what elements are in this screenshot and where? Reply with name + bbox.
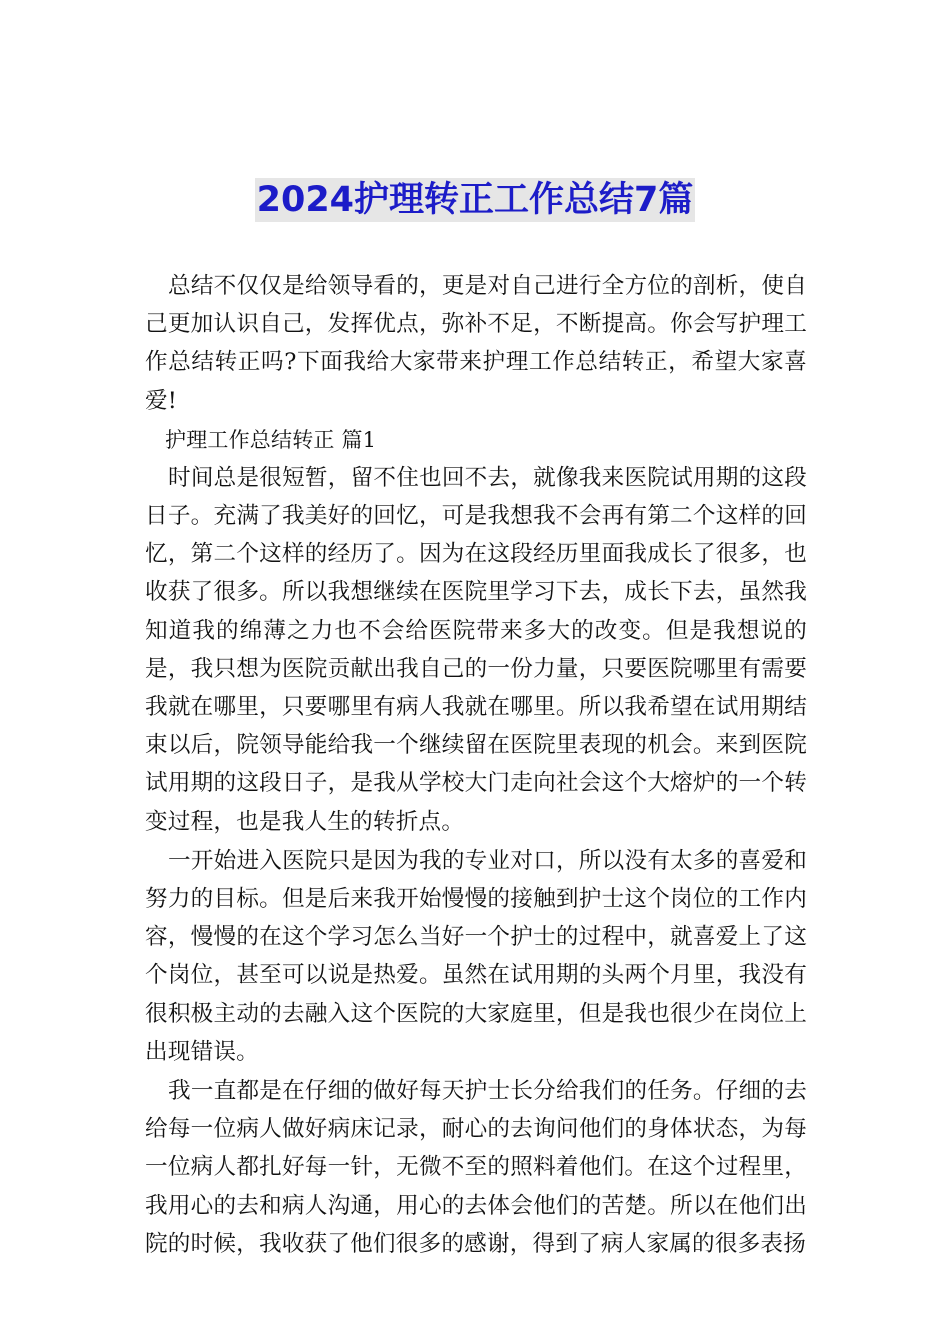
intro-paragraph: 总结不仅仅是给领导看的，更是对自己进行全方位的剖析，使自己更加认识自己，发挥优点，弥补不足，不断提高。你会写护理工作总结转正吗?下面我给大家带来护理工作总结转正，希望大家喜爱! [145,273,807,414]
body-paragraph-2: 一开始进入医院只是因为我的专业对口，所以没有太多的喜爱和努力的目标。但是后来我开始慢慢的接触到护士这个岗位的工作内容，慢慢的在这个学习怎么当好一个护士的过程中，就喜爱上了这个岗位，甚至可以说是热爱。虽然在试用期的头两个月里，我没有很积极主动的去融入这个医院的大家庭里，但是我也很少在岗位上出现错误。 [145,847,807,1065]
document-body [145,267,807,1263]
body-paragraph-3: 我一直都是在仔细的做好每天护士长分给我们的任务。仔细的去给每一位病人做好病床记录，耐心的去询问他们的身体状态，为每一位病人都扎好每一针，无微不至的照料着他们。在这个过程里，我用心的去和病人沟通，用心的去体会他们的苦楚。所以在他们出院的时候，我收获了他们很多的感谢，得到了病人家属的很多表扬 [145,1078,807,1257]
section-heading: 护理工作总结转正 篇1 [165,427,377,452]
document-title: 2024护理转正工作总结7篇 [256,180,694,220]
title-container [0,178,950,222]
body-paragraph-1: 时间总是很短暂，留不住也回不去，就像我来医院试用期的这段日子。充满了我美好的回忆，可是我想我不会再有第二个这样的回忆，第二个这样的经历了。因为在这段经历里面我成长了很多，也收获了很多。所以我想继续在医院里学习下去，成长下去，虽然我知道我的绵薄之力也不会给医院带来多大的改变。但是我想说的是，我只想为医院贡献出我自己的一份力量，只要医院哪里有需要我就在哪里，只要哪里有病人我就在哪里。所以我希望在试用期结束以后，院领导能给我一个继续留在医院里表现的机会。来到医院试用期的这段日子，是我从学校大门走向社会这个大熔炉的一个转变过程，也是我人生的转折点。 [145,464,807,835]
